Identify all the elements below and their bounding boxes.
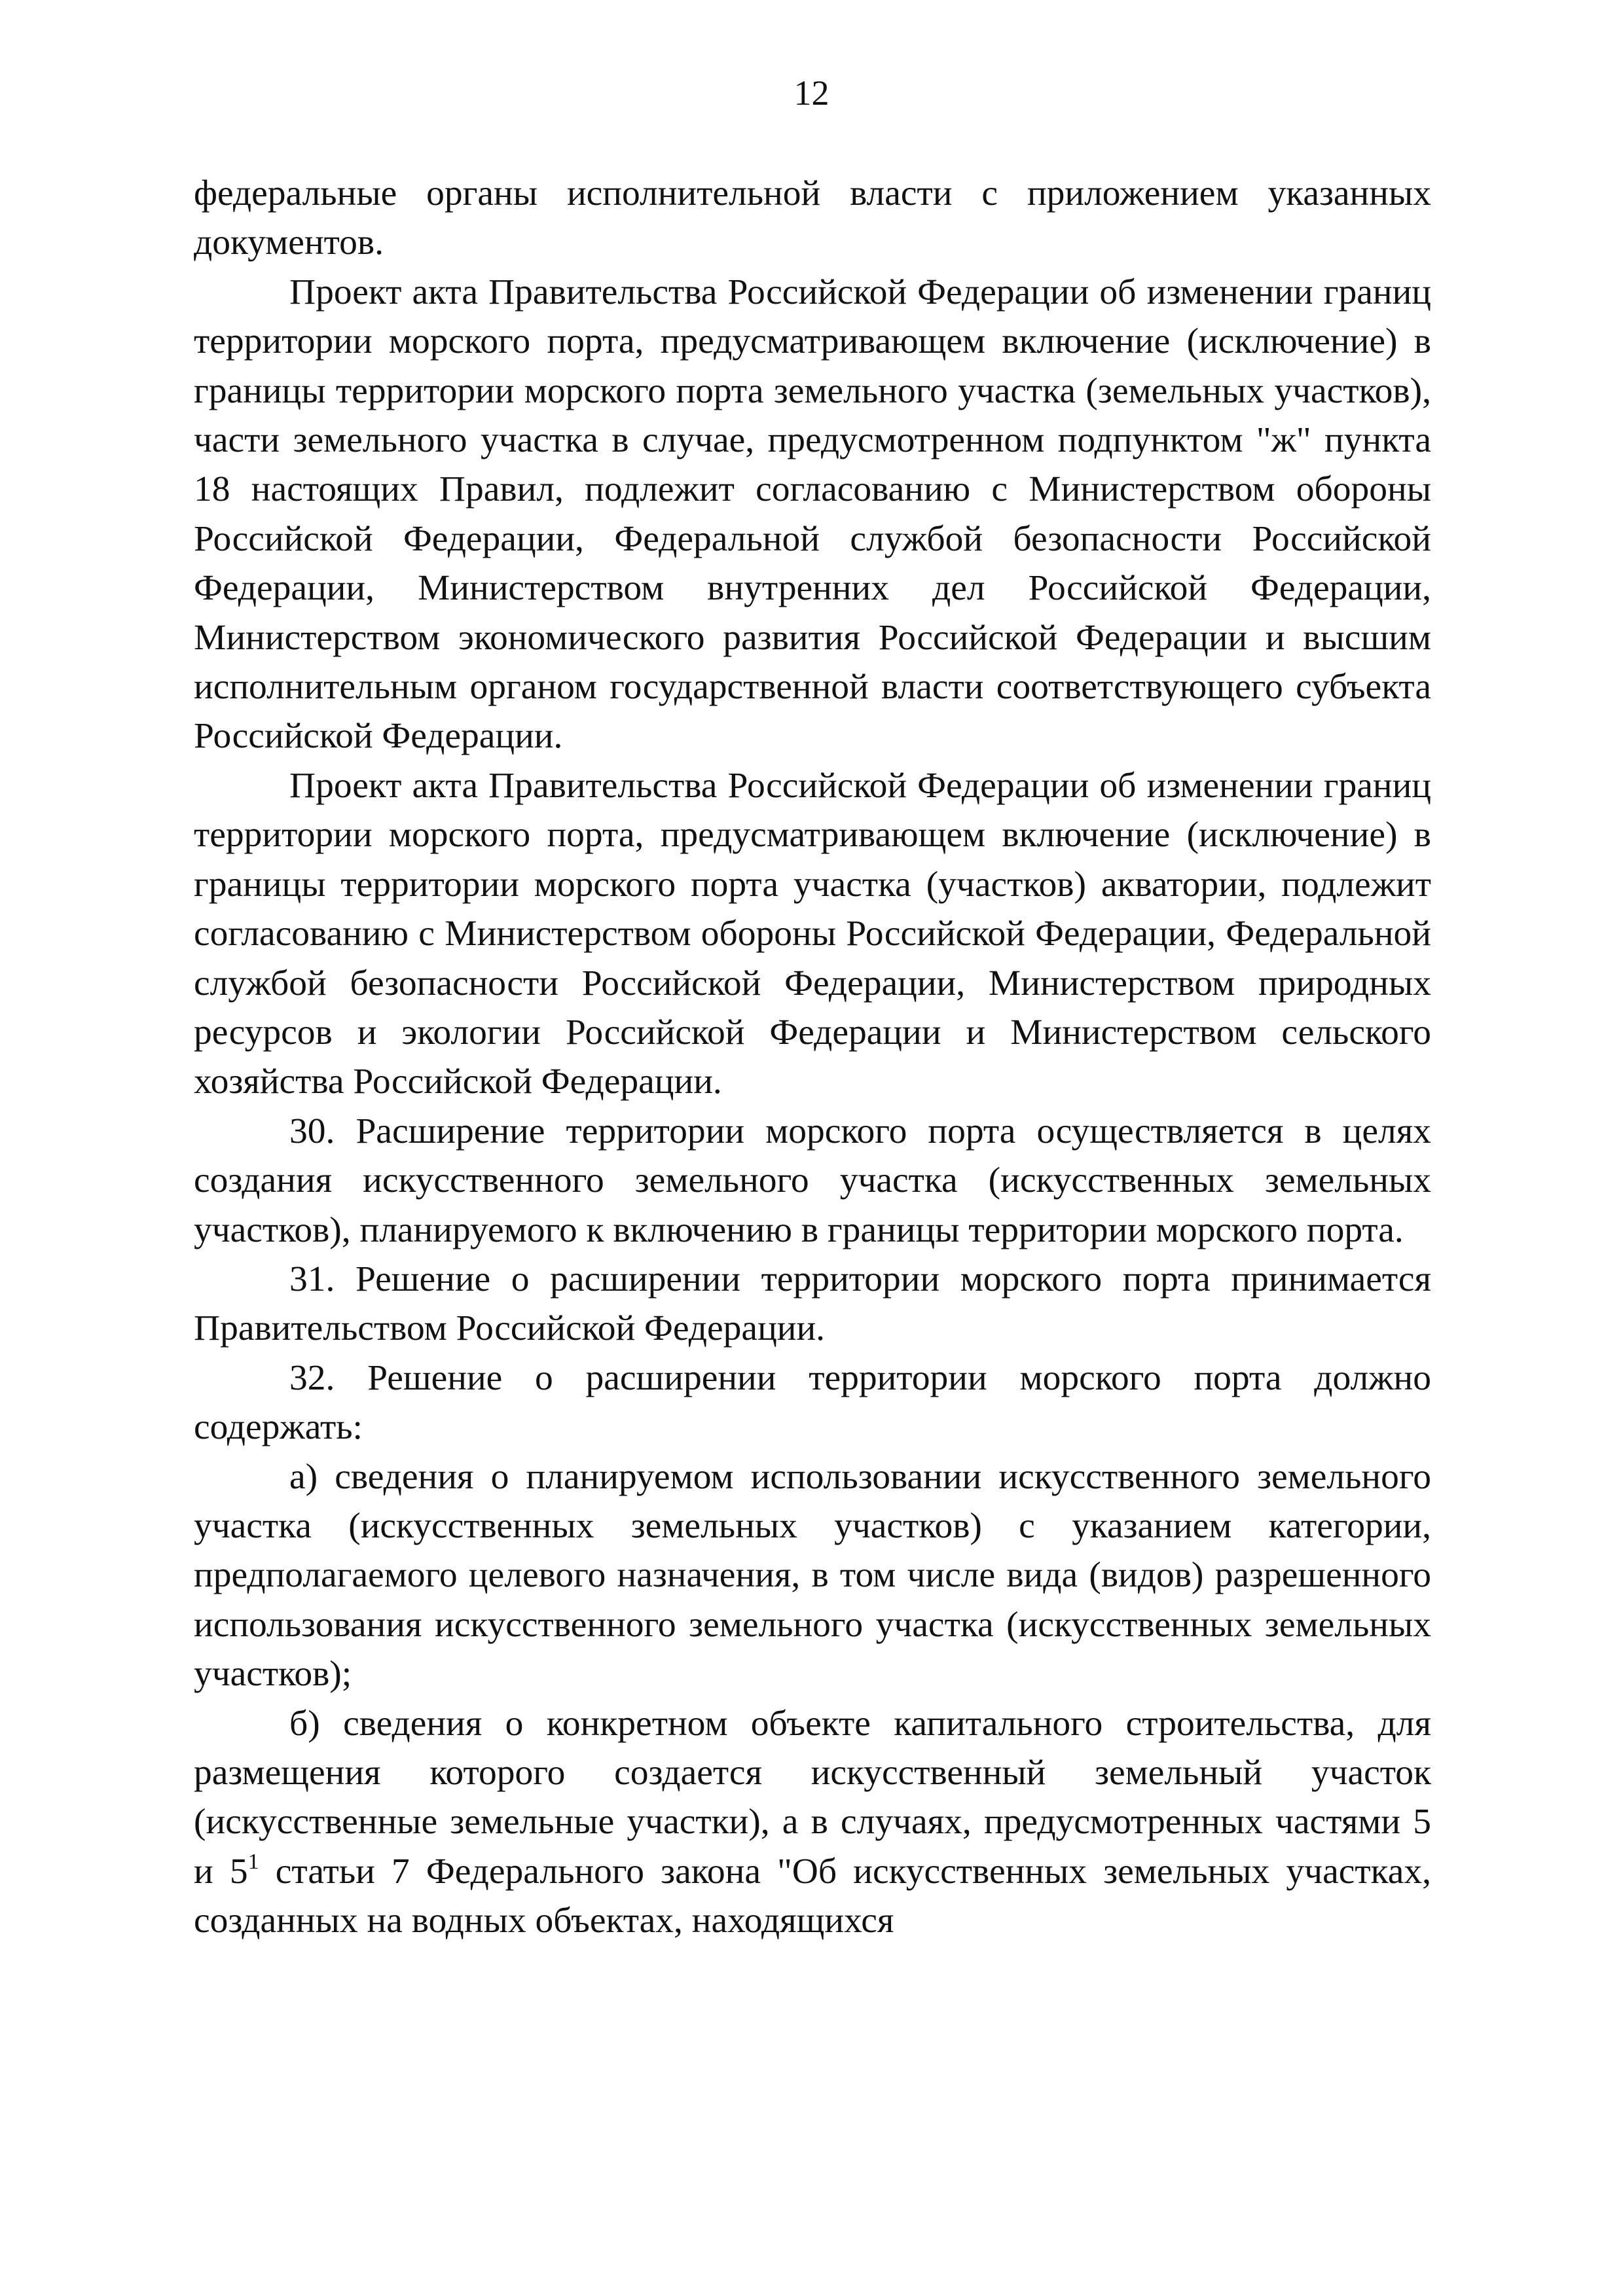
item-32-b-text-after: статьи 7 Федерального закона "Об искусственных земельных участках, созданных на водных объектах, находящихся [194, 1851, 1431, 1941]
paragraph-project-water-area: Проект акта Правительства Российской Федерации об изменении границ территории морского порта, предусматривающем включение (исключение) в границы территории морского порта участка (участков) акватории, подлежит согласованию с Министерством обороны Российской Федерации, Федеральной службой безопасности Российской Федерации, Министерством природных ресурсов и экологии Российской Федерации и Министерством сельского хозяйства Российской Федерации. [194, 765, 1431, 1102]
paragraph-item-32: 32. Решение о расширении территории морского порта должно содержать: [194, 1357, 1431, 1448]
paragraph-project-land-plot: Проект акта Правительства Российской Федерации об изменении границ территории морского порта, предусматривающем включение (исключение) в границы территории морского порта земельного участка (земельных участков), части земельного участка в случае, предусмотренном подпунктом "ж" пункта 18 настоящих Правил, подлежит согласованию с Министерством обороны Российской Федерации, Федеральной службой безопасности Российской Федерации, Министерством внутренних дел Российской Федерации, Министерством экономического развития Российской Федерации и высшим исполнительным органом государственной власти соответствующего субъекта Российской Федерации. [194, 272, 1431, 757]
paragraph-continuation: федеральные органы исполнительной власти с приложением указанных документов. [194, 173, 1431, 263]
paragraph-item-32-b [194, 1699, 1431, 1946]
paragraph-item-31: 31. Решение о расширении территории морского порта принимается Правительством Российской Федерации. [194, 1259, 1431, 1349]
paragraph-item-32-a: а) сведения о планируемом использовании искусственного земельного участка (искусственных земельных участков) с указанием категории, предполагаемого целевого назначения, в том числе вида (видов) разрешенного использования искусственного земельного участка (искусственных земельных участков); [194, 1456, 1431, 1695]
document-body [194, 169, 1431, 1946]
item-32-b-superscript: 1 [247, 1849, 259, 1874]
page-number: 12 [793, 73, 830, 113]
item-32-b-text-before: б) сведения о конкретном объекте капитального строительства, для размещения которого создается искусственный земельный участок (искусственные земельные участки), а в случаях, предусмотренных частями 5 и 5 [194, 1703, 1431, 1892]
paragraph-item-30: 30. Расширение территории морского порта осуществляется в целях создания искусственного земельного участка (искусственных земельных участков), планируемого к включению в границы территории морского порта. [194, 1111, 1431, 1250]
